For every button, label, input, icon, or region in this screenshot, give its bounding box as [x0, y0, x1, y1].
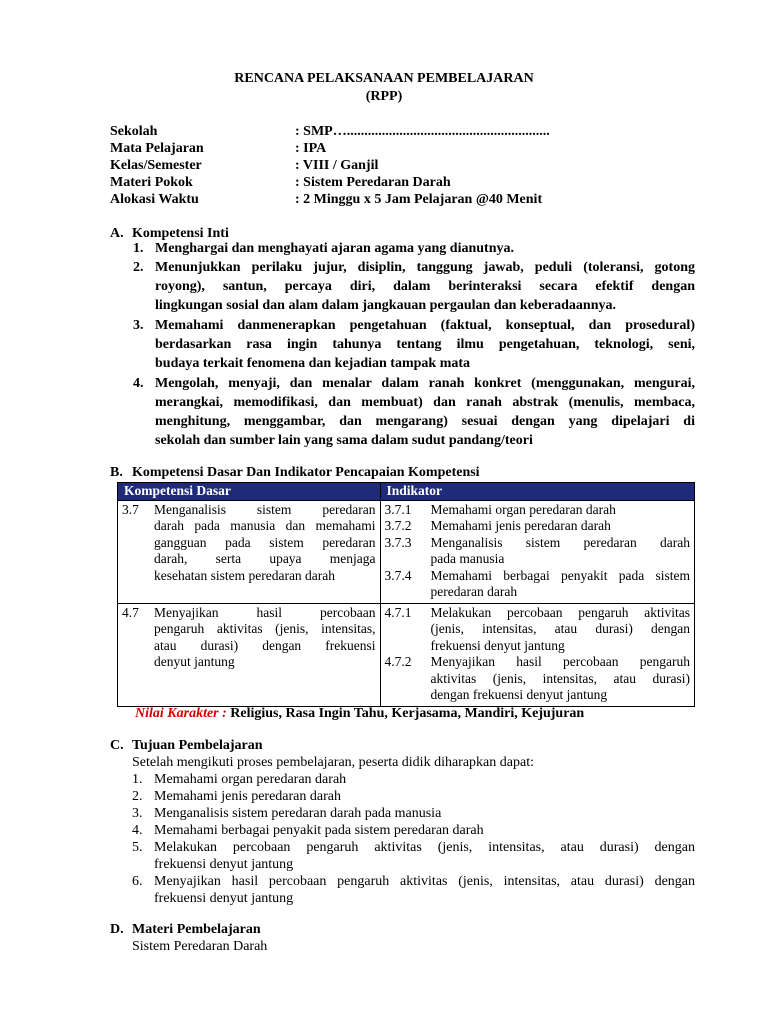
tujuan-intro: Setelah mengikuti proses pembelajaran, peserta didik diharapkan dapat: — [132, 755, 534, 770]
document-title: RENCANA PELAKSANAAN PEMBELAJARAN — [234, 71, 534, 86]
item-line: frekuensi denyut jantung — [154, 891, 294, 906]
indicator-number: 4.7.2 — [384, 654, 412, 669]
table-row — [118, 603, 695, 706]
section-letter: C. — [110, 738, 124, 753]
item-line: frekuensi denyut jantung — [154, 857, 294, 872]
nilai-karakter-value: Religius, Rasa Ingin Tahu, Kerjasama, Mandiri, Kejujuran — [230, 706, 585, 721]
info-label: Mata Pelajaran — [110, 141, 204, 156]
info-label: Sekolah — [110, 124, 158, 139]
item-line: budaya terkait fenomena dan kejadian tampak mata — [155, 356, 471, 371]
column-header-indikator: Indikator — [380, 483, 694, 501]
document-subtitle: (RPP) — [365, 89, 403, 104]
item-line: berdasarkan rasa ingin tahunya tentang ilmu pengetahuan, teknologi, seni, — [155, 337, 695, 352]
section-letter: A. — [110, 226, 124, 241]
kd-line: Menganalisis sistem peredaran — [154, 501, 376, 517]
info-value: : VIII / Ganjil — [295, 158, 379, 173]
item-line: Menunjukkan perilaku jujur, disiplin, tanggung jawab, peduli (toleransi, gotong — [155, 260, 695, 275]
kd-number: 3.7 — [122, 501, 139, 517]
kd-line: atau durasi) dengan frekuensi — [154, 637, 376, 653]
item-number: 6. — [132, 874, 143, 889]
kompetensi-inti-item-1 — [133, 239, 695, 258]
kompetensi-inti-item-2 — [133, 258, 695, 315]
item-line: sekolah dan sumber lain yang sama dalam sudut pandang/teori — [155, 433, 533, 448]
item-line: merangkai, memodifikasi, dan membuat) dan ranah abstrak (menulis, membaca, — [155, 395, 695, 410]
indicator-line: Memahami organ peredaran darah — [430, 501, 616, 517]
table-row — [118, 500, 695, 603]
indicator-number: 3.7.3 — [384, 534, 412, 550]
item-line: Melakukan percobaan pengaruh aktivitas (jenis, intensitas, atau durasi) dengan — [154, 840, 695, 855]
item-number: 4. — [132, 823, 143, 838]
indicator-number: 3.7.2 — [384, 518, 412, 533]
indicator-line: frekuensi denyut jantung — [430, 637, 565, 653]
indicator-number: 3.7.4 — [384, 567, 412, 583]
section-title: Materi Pembelajaran — [132, 922, 261, 937]
item-line: Mengolah, menyaji, dan menalar dalam ranah konkret (menggunakan, mengurai, — [155, 376, 695, 391]
kd-line: Menyajikan hasil percobaan — [154, 604, 376, 620]
kd-line: pengaruh aktivitas (jenis, intensitas, — [154, 621, 376, 636]
tujuan-item-3 — [132, 805, 695, 822]
materi-text: Sistem Peredaran Darah — [132, 939, 268, 954]
item-line: Menghargai dan menghayati ajaran agama yang dianutnya. — [155, 241, 514, 256]
item-number: 1. — [133, 241, 144, 256]
indicator-line: aktivitas (jenis, intensitas, atau durasi) — [430, 670, 690, 686]
indicator-line: Menyajikan hasil percobaan pengaruh — [430, 654, 690, 669]
indicator-line: dengan frekuensi denyut jantung — [430, 687, 608, 702]
item-line: Menyajikan hasil percobaan pengaruh aktivitas (jenis, intensitas, atau durasi) dengan — [154, 874, 695, 889]
kd-line: denyut jantung — [154, 654, 235, 669]
item-line: Memahami jenis peredaran darah — [154, 789, 341, 804]
item-number: 1. — [132, 772, 143, 787]
info-label: Alokasi Waktu — [110, 192, 199, 207]
info-value: : 2 Minggu x 5 Jam Pelajaran @40 Menit — [295, 192, 543, 207]
section-title: Kompetensi Inti — [132, 226, 229, 241]
indicator-line: peredaran darah — [430, 584, 518, 599]
nilai-karakter — [135, 705, 584, 722]
indicator-number: 3.7.1 — [384, 501, 412, 517]
indicator-cell — [380, 500, 694, 603]
kompetensi-inti-item-4 — [133, 374, 695, 450]
tujuan-item-4 — [132, 822, 695, 839]
indicator-item — [385, 502, 690, 519]
info-value: : SMP….......................................................... — [295, 124, 550, 139]
indicator-number: 4.7.1 — [384, 604, 412, 620]
item-line: Memahami organ peredaran darah — [154, 772, 347, 787]
nilai-karakter-label: Nilai Karakter : — [135, 706, 227, 721]
indicator-line: (jenis, intensitas, atau durasi) dengan — [430, 621, 690, 636]
indicator-item — [385, 518, 690, 535]
item-line: Memahami berbagai penyakit pada sistem peredaran darah — [154, 823, 484, 838]
section-title: Kompetensi Dasar Dan Indikator Pencapaian Kompetensi — [132, 465, 480, 480]
indicator-line: Memahami berbagai penyakit pada sistem — [430, 567, 690, 583]
indicator-item — [385, 568, 690, 601]
tujuan-item-6 — [132, 873, 695, 907]
indicator-line: Melakukan percobaan pengaruh aktivitas — [430, 604, 690, 620]
item-number: 4. — [133, 376, 144, 391]
indicator-line: Memahami jenis peredaran darah — [430, 518, 611, 533]
section-letter: D. — [110, 922, 124, 937]
info-label: Kelas/Semester — [110, 158, 202, 173]
tujuan-item-2 — [132, 788, 695, 805]
kd-number: 4.7 — [122, 604, 139, 620]
indicator-line: pada manusia — [430, 551, 505, 566]
item-number: 5. — [132, 840, 143, 855]
item-number: 2. — [133, 260, 144, 275]
item-line: Memahami danmenerapkan pengetahuan (faktual, konseptual, dan prosedural) — [155, 318, 695, 333]
item-line: menghitung, menggambar, dan mengarang) sesuai dengan yang dipelajari di — [155, 414, 695, 429]
section-letter: B. — [110, 465, 123, 480]
indicator-item — [385, 654, 690, 704]
item-number: 2. — [132, 789, 143, 804]
kd-line: kesehatan sistem peredaran darah — [154, 567, 336, 583]
info-label: Materi Pokok — [110, 175, 193, 190]
indicator-line: Menganalisis sistem peredaran darah — [430, 534, 690, 550]
section-title: Tujuan Pembelajaran — [132, 738, 263, 753]
tujuan-item-5 — [132, 839, 695, 873]
kd-cell — [118, 500, 381, 603]
item-line: royong), santun, percaya diri, dalam berinteraksi secara efektif dengan — [155, 279, 695, 294]
item-number: 3. — [133, 318, 144, 333]
item-line: Menganalisis sistem peredaran darah pada manusia — [154, 806, 442, 821]
indicator-item — [385, 605, 690, 655]
kompetensi-dasar-table — [117, 482, 695, 707]
table-header-row — [118, 483, 695, 501]
kompetensi-inti-item-3 — [133, 316, 695, 373]
info-value: : Sistem Peredaran Darah — [295, 175, 451, 190]
indicator-cell — [380, 603, 694, 706]
info-value: : IPA — [295, 141, 327, 156]
column-header-kompetensi-dasar: Kompetensi Dasar — [118, 483, 381, 501]
kd-line: darah pada manusia dan memahami — [154, 518, 376, 533]
kd-line: gangguan pada sistem peredaran — [154, 534, 376, 550]
item-line: lingkungan sosial dan alam dalam jangkauan pergaulan dan keberadaannya. — [155, 298, 616, 313]
item-number: 3. — [132, 806, 143, 821]
tujuan-item-1 — [132, 771, 695, 788]
kd-cell — [118, 603, 381, 706]
indicator-item — [385, 535, 690, 568]
kd-line: darah, serta upaya menjaga — [154, 551, 376, 566]
